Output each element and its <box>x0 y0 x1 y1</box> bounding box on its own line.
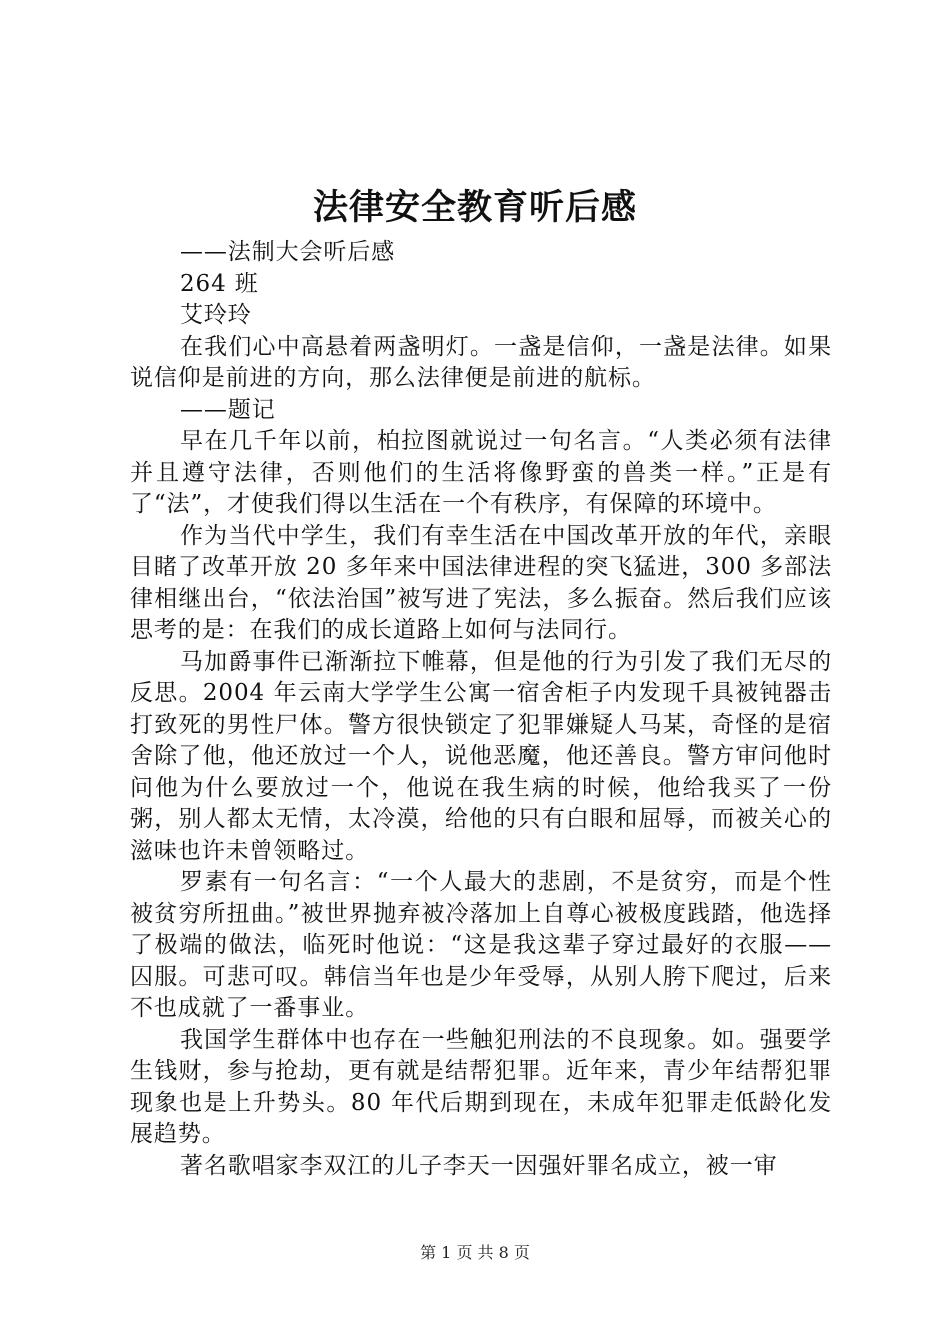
body-paragraph: 罗素有一句名言：“一个人最大的悲剧，不是贫穷，而是个性被贫穷所扭曲。”被世界抛弃被冷落加上自尊心被极度践踏，他选择了极端的做法，临死时他说：“这是我这辈子穿过最好的衣服——囚服。可悲可叹。韩信当年也是少年受辱，从别人胯下爬过，后来不也成就了一番事业。 <box>130 869 832 1021</box>
epigraph-label: ——题记 <box>180 396 276 423</box>
document-body <box>130 237 832 1182</box>
body-paragraph: 著名歌唱家李双江的儿子李天一因强奸罪名成立，被一审 <box>180 1152 778 1179</box>
body-paragraph: 早在几千年以前，柏拉图就说过一句名言。“人类必须有法律并且遵守法律，否则他们的生活将像野蛮的兽类一样。”正是有了“法”，才使我们得以生活在一个有秩序，有保障的环境中。 <box>130 428 832 517</box>
page-number-footer: 第 1 页 共 8 页 <box>420 1243 530 1262</box>
author-name: 艾玲玲 <box>180 302 252 328</box>
subtitle: ——法制大会听后感 <box>180 239 396 265</box>
class-name: 264 班 <box>180 270 259 297</box>
body-paragraph: 马加爵事件已渐渐拉下帷幕，但是他的行为引发了我们无尽的反思。2004 年云南大学学生公寓一宿舍柜子内发现千具被钝器击打致死的男性尸体。警方很快锁定了犯罪嫌疑人马某，奇怪的是宿舍除了他，他还放过一个人，说他恶魔，他还善良。警方审问他时问他为什么要放过一个，他说在我生病的时候，他给我买了一份粥，别人都太无情，太冷漠，给他的只有白眼和屈辱，而被关心的滋味也许未曾领略过。 <box>130 648 832 864</box>
epigraph-paragraph: 在我们心中高悬着两盏明灯。一盏是信仰，一盏是法律。如果说信仰是前进的方向，那么法律便是前进的航标。 <box>130 333 832 391</box>
document-title: 法律安全教育听后感 <box>312 187 637 228</box>
body-paragraph: 作为当代中学生，我们有幸生活在中国改革开放的年代，亲眼目睹了改革开放 20 多年来中国法律进程的突飞猛进，300 多部法律相继出台，“依法治国”被写进了宪法，多么振奋。然后我们应该思考的是：在我们的成长道路上如何与法同行。 <box>130 522 832 643</box>
body-paragraph: 我国学生群体中也存在一些触犯刑法的不良现象。如。强要学生钱财，参与抢劫，更有就是结帮犯罪。近年来，青少年结帮犯罪现象也是上升势头。80 年代后期到现在，未成年犯罪走低龄化发展趋势。 <box>130 1026 832 1147</box>
